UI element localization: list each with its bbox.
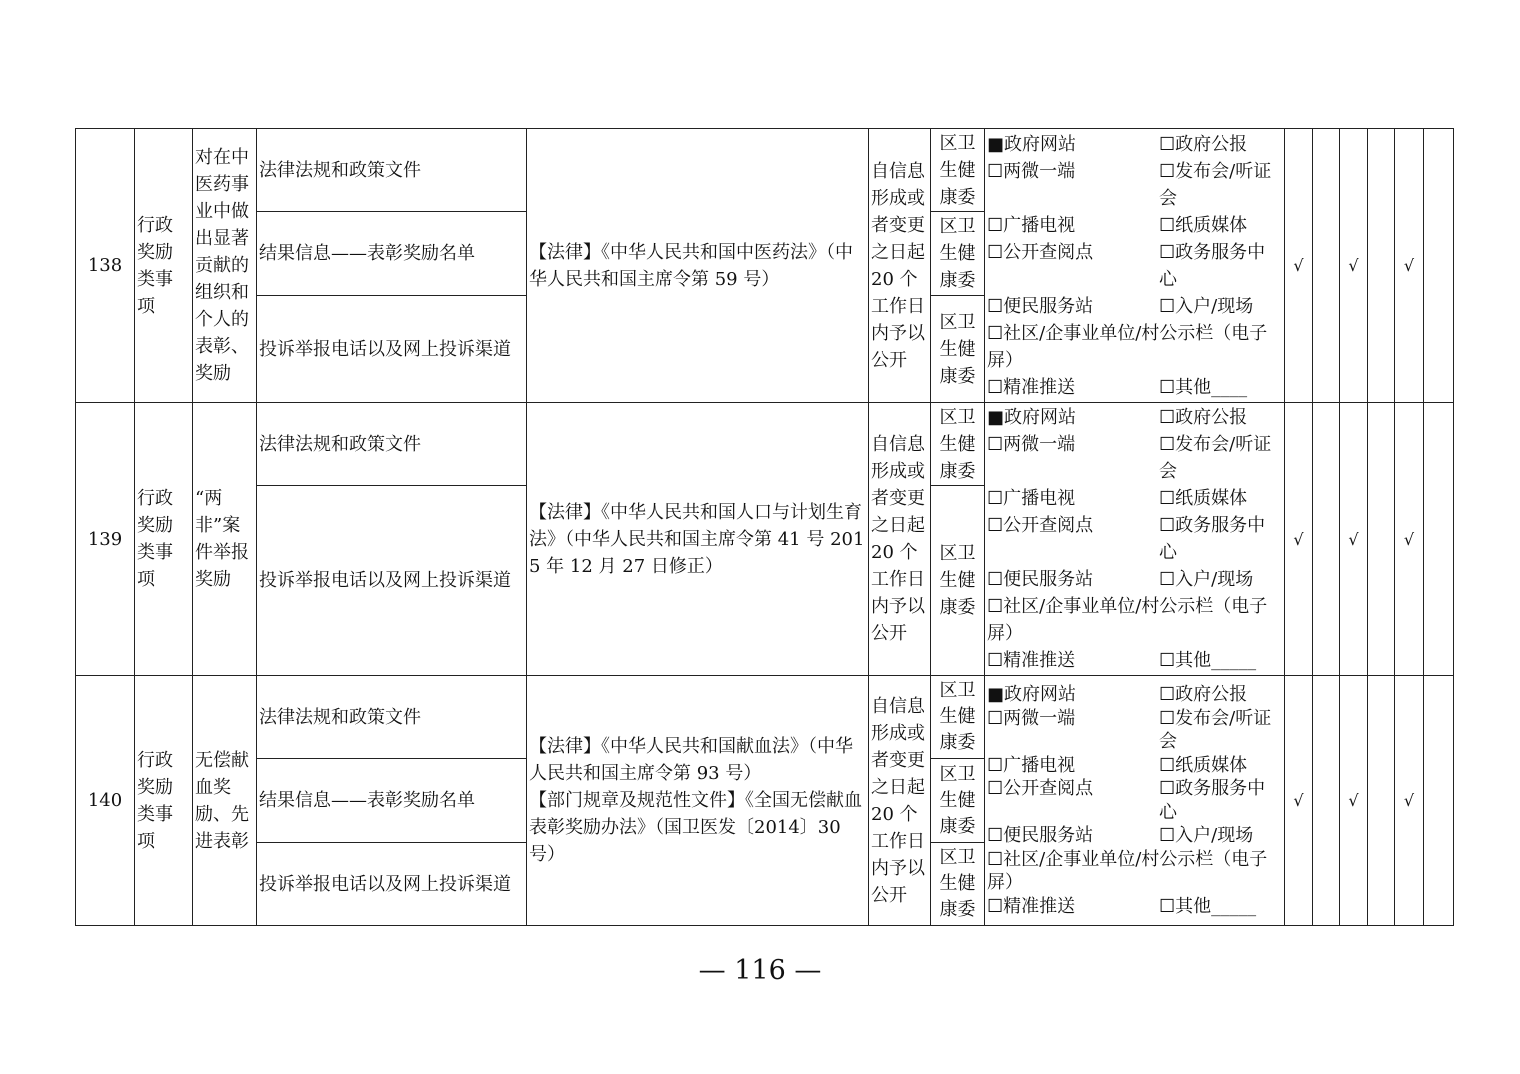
- channel-option: ☐其他_____: [1159, 895, 1257, 917]
- table-row: [76, 129, 1454, 212]
- dept-cell: 区卫生健康委: [931, 759, 985, 843]
- sub-item-cell: 投诉举报电话以及网上投诉渠道: [257, 296, 527, 403]
- category-cell: 行政奖励类事项: [135, 403, 193, 676]
- table-row: [76, 403, 1454, 486]
- channel-option: ☐发布会/听证会: [1159, 707, 1272, 752]
- check-cell: √: [1340, 676, 1368, 926]
- dept-cell: 区卫生健康委: [931, 843, 985, 926]
- page-number: — 116 —: [698, 955, 822, 986]
- channel-option: ☐入户/现场: [1159, 825, 1254, 846]
- channel-option: ☐纸质媒体: [1159, 754, 1248, 776]
- sub-item-cell: 结果信息——表彰奖励名单: [257, 759, 527, 843]
- channel-option: ☐政府公报: [1159, 684, 1248, 705]
- check-cell: √: [1340, 403, 1368, 676]
- channel-list: [987, 131, 1282, 401]
- channel-option: ☐两微一端: [987, 160, 1076, 182]
- channel-list: [987, 404, 1282, 674]
- channels-cell: [985, 676, 1285, 926]
- channel-option: ☐广播电视: [987, 754, 1076, 776]
- channel-option: ☐精准推送: [987, 895, 1076, 917]
- timeline-cell: 自信息形成或者变更之日起 20 个工作日内予以公开: [869, 676, 931, 926]
- channel-option: ☐政府公报: [1159, 407, 1248, 428]
- channel-option: ☐精准推送: [987, 650, 1076, 671]
- basis-cell: 【法律】《中华人民共和国献血法》（中华人民共和国主席令第 93 号） 【部门规章及规范性文件】《全国无偿献血表彰奖励办法》（国卫医发〔2014〕30号）: [527, 676, 869, 926]
- sub-item-cell: 法律法规和政策文件: [257, 676, 527, 759]
- check-cell: [1424, 403, 1454, 676]
- channel-option: ☐政府公报: [1159, 133, 1248, 155]
- check-cell: [1424, 129, 1454, 403]
- timeline-cell: 自信息形成或者变更之日起 20 个工作日内予以公开: [869, 129, 931, 403]
- disclosure-table: [75, 128, 1454, 926]
- channel-option: ■政府网站: [987, 133, 1077, 155]
- check-cell: √: [1285, 129, 1313, 403]
- check-cell: [1313, 676, 1340, 926]
- check-cell: [1368, 403, 1395, 676]
- check-cell: [1424, 676, 1454, 926]
- dept-cell: 区卫生健康委: [931, 403, 985, 486]
- check-cell: [1313, 403, 1340, 676]
- channel-option: ☐政务服务中心: [1159, 778, 1266, 823]
- row-number: 139: [76, 403, 135, 676]
- channel-option: ■政府网站: [987, 407, 1077, 428]
- channel-option: ☐其他____: [1159, 376, 1248, 398]
- sub-item-cell: 结果信息——表彰奖励名单: [257, 212, 527, 296]
- check-cell: √: [1395, 403, 1424, 676]
- channel-option: ☐入户/现场: [1159, 569, 1254, 590]
- check-cell: √: [1285, 403, 1313, 676]
- item-cell: “两非”案件举报奖励: [193, 403, 257, 676]
- basis-cell: 【法律】《中华人民共和国中医药法》（中华人民共和国主席令第 59 号）: [527, 129, 869, 403]
- channel-option: ☐纸质媒体: [1159, 214, 1248, 236]
- channel-option: ☐精准推送: [987, 376, 1076, 398]
- channel-option: ☐公开查阅点: [987, 241, 1094, 263]
- check-cell: √: [1285, 676, 1313, 926]
- channel-option: ☐发布会/听证会: [1159, 160, 1272, 209]
- channel-option: ☐发布会/听证会: [1159, 434, 1272, 482]
- channel-option: ☐纸质媒体: [1159, 488, 1248, 509]
- channel-option: ☐社区/企事业单位/村公示栏（电子屏）: [987, 322, 1268, 371]
- category-cell: 行政奖励类事项: [135, 676, 193, 926]
- row-number: 140: [76, 676, 135, 926]
- channel-list: [987, 683, 1282, 918]
- check-cell: √: [1395, 129, 1424, 403]
- sub-item-cell: 法律法规和政策文件: [257, 403, 527, 486]
- basis-cell: 【法律】《中华人民共和国人口与计划生育法》（中华人民共和国主席令第 41 号 2015 年 12 月 27 日修正）: [527, 403, 869, 676]
- check-cell: √: [1395, 676, 1424, 926]
- row-number: 138: [76, 129, 135, 403]
- channel-option: ☐政务服务中心: [1159, 515, 1266, 563]
- channel-option: ☐政务服务中心: [1159, 241, 1266, 290]
- channel-option: ☐公开查阅点: [987, 515, 1094, 536]
- check-cell: [1368, 676, 1395, 926]
- channels-cell: [985, 403, 1285, 676]
- check-cell: [1368, 129, 1395, 403]
- channel-option: ☐两微一端: [987, 707, 1076, 729]
- sub-item-cell: 投诉举报电话以及网上投诉渠道: [257, 843, 527, 926]
- dept-cell: 区卫生健康委: [931, 676, 985, 759]
- channel-option: ☐便民服务站: [987, 569, 1094, 590]
- item-cell: 对在中医药事业中做出显著贡献的组织和个人的表彰、奖励: [193, 129, 257, 403]
- check-cell: √: [1340, 129, 1368, 403]
- channel-option: ☐两微一端: [987, 434, 1076, 455]
- channel-option: ☐公开查阅点: [987, 778, 1094, 799]
- item-cell: 无偿献血奖励、先进表彰: [193, 676, 257, 926]
- timeline-cell: 自信息形成或者变更之日起 20 个工作日内予以公开: [869, 403, 931, 676]
- sub-item-cell: 投诉举报电话以及网上投诉渠道: [257, 486, 527, 676]
- channel-option: ☐便民服务站: [987, 825, 1094, 846]
- channel-option: ☐社区/企事业单位/村公示栏（电子屏）: [987, 848, 1268, 893]
- check-cell: [1313, 129, 1340, 403]
- dept-cell: 区卫生健康委: [931, 486, 985, 676]
- channel-option: ☐社区/企事业单位/村公示栏（电子屏）: [987, 596, 1268, 644]
- category-cell: 行政奖励类事项: [135, 129, 193, 403]
- channels-cell: [985, 129, 1285, 403]
- channel-option: ☐广播电视: [987, 214, 1076, 236]
- dept-cell: 区卫生健康委: [931, 129, 985, 212]
- channel-option: ☐入户/现场: [1159, 295, 1254, 317]
- channel-option: ☐便民服务站: [987, 295, 1094, 317]
- channel-option: ☐广播电视: [987, 488, 1076, 509]
- sub-item-cell: 法律法规和政策文件: [257, 129, 527, 212]
- dept-cell: 区卫生健康委: [931, 212, 985, 296]
- channel-option: ☐其他_____: [1159, 650, 1257, 671]
- table-row: [76, 676, 1454, 759]
- dept-cell: 区卫生健康委: [931, 296, 985, 403]
- channel-option: ■政府网站: [987, 684, 1077, 705]
